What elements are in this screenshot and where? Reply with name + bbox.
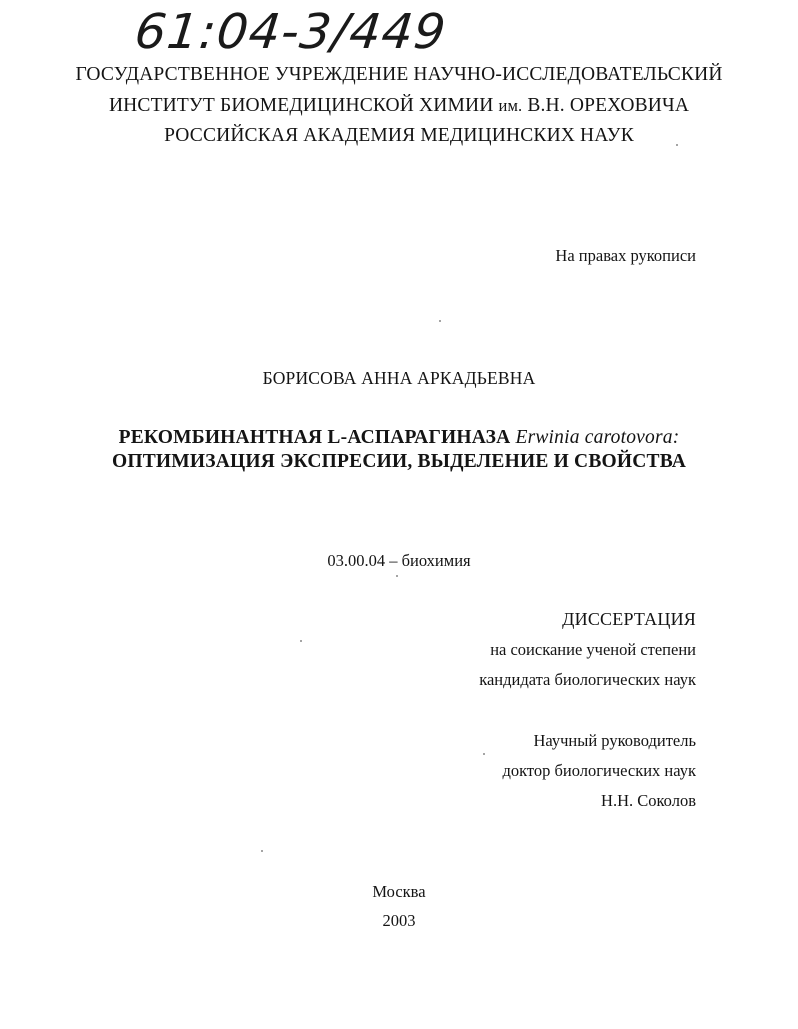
scan-speck [439,320,441,322]
dissertation-type: ДИССЕРТАЦИЯ [562,609,696,629]
institution-line-2 [0,95,798,117]
scan-speck [676,144,678,146]
scan-speck [300,640,302,642]
supervisor-name: Н.Н. Соколов [601,791,696,810]
title-line-2: ОПТИМИЗАЦИЯ ЭКСПРЕСИИ, ВЫДЕЛЕНИЕ И СВОЙСТВА [111,451,687,472]
dissertation-degree-line-1: на соискание ученой степени [490,640,696,659]
institution-line-2-im: им. [498,96,523,115]
scan-speck [261,850,263,852]
author-name: БОРИСОВА АННА АРКАДЬЕВНА [262,368,536,388]
institution-line-3: РОССИЙСКАЯ АКАДЕМИЯ МЕДИЦИНСКИХ НАУК [164,125,634,146]
archive-number-handwritten: 61:04-3/449 [132,4,450,60]
supervisor-degree: доктор биологических наук [502,761,696,780]
city: Москва [372,882,426,901]
title-line-1 [0,427,798,449]
supervisor-role: Научный руководитель [533,731,696,750]
institution-line-2-suffix: В.Н. ОРЕХОВИЧА [527,95,690,116]
institution-line-1: ГОСУДАРСТВЕННОЕ УЧРЕЖДЕНИЕ НАУЧНО-ИССЛЕДОВАТЕЛЬСКИЙ [75,64,723,85]
manuscript-rights-note: На правах рукописи [555,246,696,265]
title-species: Erwinia carotovora: [515,427,680,448]
institution-line-2-prefix: ИНСТИТУТ БИОМЕДИЦИНСКОЙ ХИМИИ [108,95,494,116]
scan-speck [483,753,485,755]
dissertation-degree-line-2: кандидата биологических наук [479,670,696,689]
title-main: РЕКОМБИНАНТНАЯ L-АСПАРАГИНАЗА [118,427,511,448]
year: 2003 [382,911,416,930]
scan-speck [396,575,398,577]
specialty-code: 03.00.04 – биохимия [327,551,471,570]
